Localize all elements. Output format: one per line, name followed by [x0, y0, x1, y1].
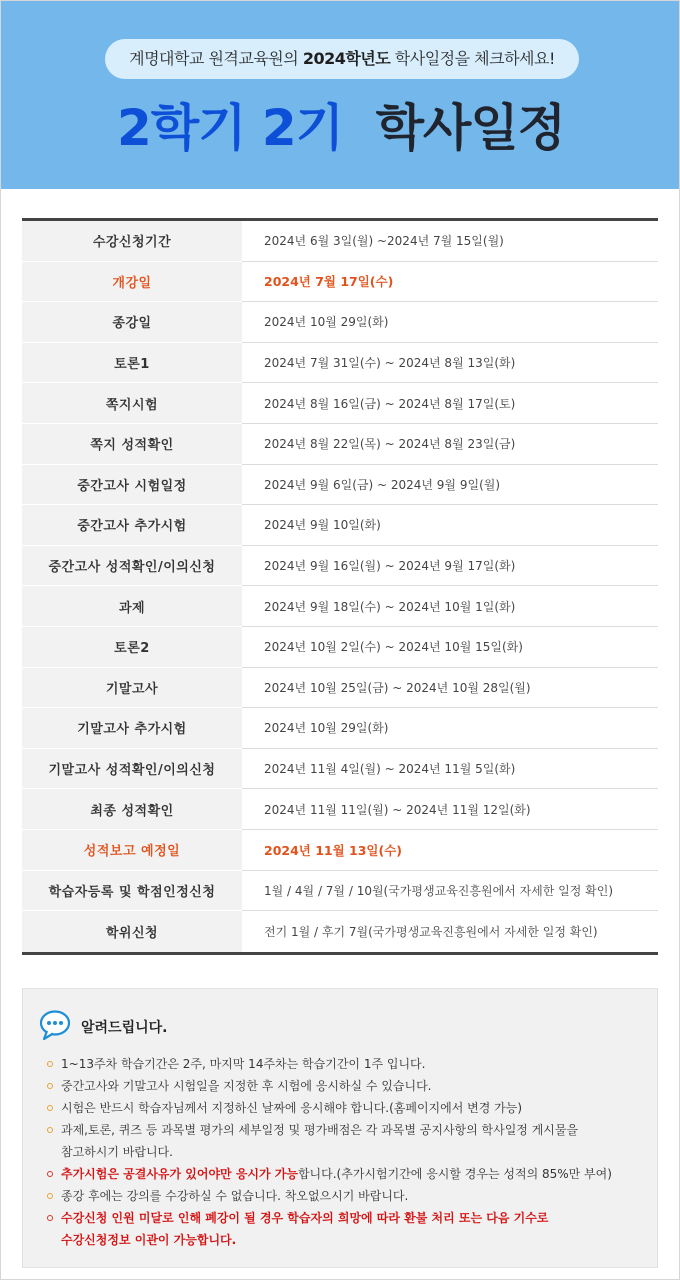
notice-item: 종강 후에는 강의를 수강하실 수 없습니다. 착오없으시기 바랍니다.	[45, 1185, 655, 1207]
schedule-row	[22, 546, 658, 587]
schedule-value: 2024년 10월 29일(화)	[242, 302, 658, 343]
schedule-value: 전기 1월 / 후기 7월(국가평생교육진흥원에서 자세한 일정 확인)	[264, 924, 598, 939]
schedule-row	[22, 465, 658, 506]
schedule-row	[22, 302, 658, 343]
schedule-value: 2024년 9월 18일(수) ~ 2024년 10월 1일(화)	[242, 586, 658, 627]
schedule-label: 학습자등록 및 학점인정신청	[22, 871, 242, 912]
schedule-value: 2024년 9월 10일(화)	[242, 505, 658, 546]
schedule-value: 2024년 11월 13일(수)	[242, 830, 658, 871]
notice-item: 추가시험은 공결사유가 있어야만 응시가 가능합니다.(추가시험기간에 응시할 경우는 성적의 85%만 부여)	[45, 1163, 655, 1185]
schedule-row	[22, 221, 658, 262]
speech-bubble-icon	[39, 1009, 71, 1041]
schedule-value: 2024년 8월 22일(목) ~ 2024년 8월 23일(금)	[242, 424, 658, 465]
schedule-row	[22, 383, 658, 424]
schedule-label: 기말고사 성적확인/이의신청	[22, 749, 242, 790]
schedule-label: 기말고사 추가시험	[22, 708, 242, 749]
schedule-label: 수강신청기간	[22, 221, 242, 262]
schedule-value: 2024년 10월 25일(금) ~ 2024년 10월 28일(월)	[242, 668, 658, 709]
schedule-value: 1월 / 4월 / 7월 / 10월(국가평생교육진흥원에서 자세한 일정 확인)	[242, 871, 658, 912]
notice-box	[22, 988, 658, 1268]
notice-item: 1~13주차 학습기간은 2주, 마지막 14주차는 학습기간이 1주 입니다.	[45, 1053, 655, 1075]
schedule-label: 최종 성적확인	[22, 789, 242, 830]
schedule-value: 2024년 6월 3일(월) ~2024년 7월 15일(월)	[242, 221, 658, 262]
schedule-value: 2024년 11월 11일(월) ~ 2024년 11월 12일(화)	[242, 789, 658, 830]
schedule-row	[22, 830, 658, 871]
notice-item: 시험은 반드시 학습자님께서 지정하신 날짜에 응시해야 합니다.(홈페이지에서 변경 가능)	[45, 1097, 655, 1119]
notice-title: 알려드립니다.	[81, 1020, 168, 1036]
schedule-row	[22, 789, 658, 830]
schedule-label: 학위신청	[22, 911, 242, 952]
schedule-row	[22, 424, 658, 465]
schedule-label: 토론1	[22, 343, 242, 384]
page-title: 2학기 2기 학사일정	[117, 99, 565, 157]
schedule-row	[22, 911, 658, 952]
schedule-value: 2024년 9월 16일(월) ~ 2024년 9월 17일(화)	[242, 546, 658, 587]
schedule-row	[22, 627, 658, 668]
schedule-value: 2024년 9월 6일(금) ~ 2024년 9월 9일(월)	[242, 465, 658, 506]
header-banner	[1, 1, 679, 189]
schedule-label: 종강일	[22, 302, 242, 343]
schedule-label: 기말고사	[22, 668, 242, 709]
schedule-label: 개강일	[22, 262, 242, 303]
schedule-row	[22, 668, 658, 709]
schedule-value: 2024년 10월 2일(수) ~ 2024년 10월 15일(화)	[242, 627, 658, 668]
schedule-label: 쪽지시험	[22, 383, 242, 424]
schedule-row	[22, 586, 658, 627]
schedule-row	[22, 343, 658, 384]
notice-item: 중간고사와 기말고사 시험일을 지정한 후 시험에 응시하실 수 있습니다.	[45, 1075, 655, 1097]
schedule-label: 과제	[22, 586, 242, 627]
schedule-label: 중간고사 시험일정	[22, 465, 242, 506]
schedule-label: 토론2	[22, 627, 242, 668]
schedule-row	[22, 262, 658, 303]
schedule-table	[22, 218, 658, 955]
notice-item: 과제,토론, 퀴즈 등 과목별 평가의 세부일정 및 평가배점은 각 과목별 공지사항의 학사일정 게시물을 참고하시기 바랍니다.	[45, 1119, 655, 1163]
schedule-row	[22, 871, 658, 912]
schedule-label: 쪽지 성적확인	[22, 424, 242, 465]
schedule-row	[22, 749, 658, 790]
schedule-value: 2024년 7월 31일(수) ~ 2024년 8월 13일(화)	[242, 343, 658, 384]
notice-list	[45, 1053, 655, 1251]
schedule-value: 2024년 7월 17일(수)	[242, 262, 658, 303]
schedule-row	[22, 708, 658, 749]
header-subtitle: 계명대학교 원격교육원의 2024학년도 학사일정을 체크하세요!	[105, 39, 579, 79]
schedule-row	[22, 505, 658, 546]
schedule-value: 2024년 11월 4일(월) ~ 2024년 11월 5일(화)	[242, 749, 658, 790]
schedule-label: 중간고사 추가시험	[22, 505, 242, 546]
notice-item: 수강신청 인원 미달로 인해 폐강이 될 경우 학습자의 희망에 따라 환불 처리 또는 다음 기수로 수강신청정보 이관이 가능합니다.	[45, 1207, 655, 1251]
schedule-value: 2024년 8월 16일(금) ~ 2024년 8월 17일(토)	[242, 383, 658, 424]
schedule-value: 2024년 10월 29일(화)	[242, 708, 658, 749]
schedule-label: 성적보고 예정일	[22, 830, 242, 871]
schedule-label: 중간고사 성적확인/이의신청	[22, 546, 242, 587]
